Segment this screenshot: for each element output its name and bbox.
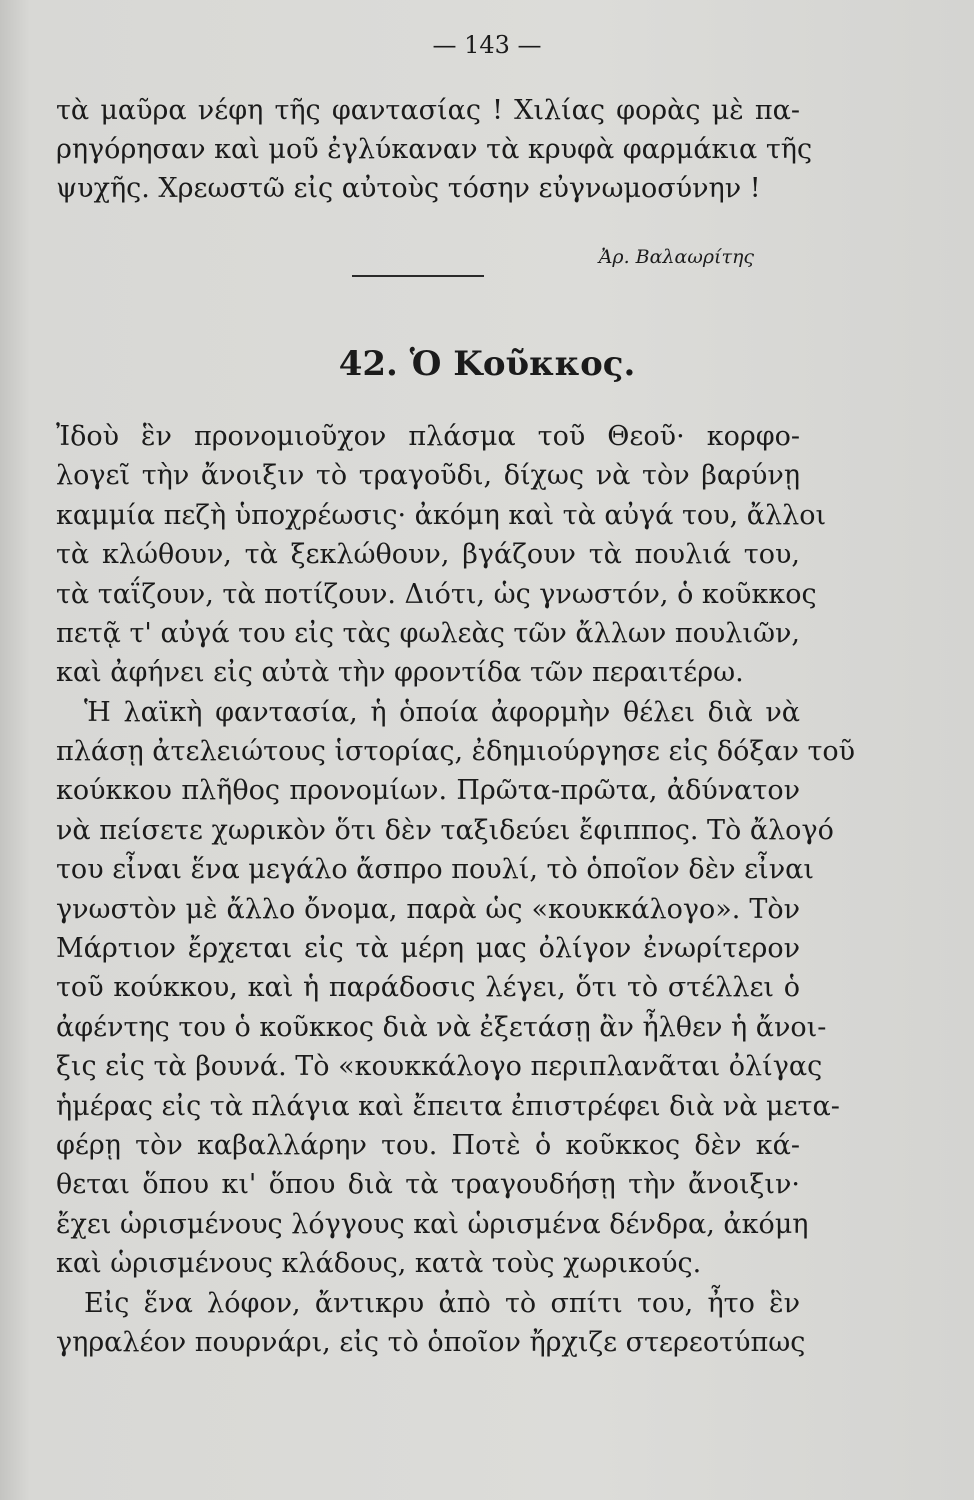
text-line: νὰ πείσετε χωρικὸν ὅτι δὲν ταξιδεύει ἔφιππος. Τὸ ἄλογό — [56, 815, 834, 846]
text-line: τοῦ κούκκου, καὶ ἡ παράδοσις λέγει, ὅτι τὸ στέλλει ὁ — [56, 972, 800, 1003]
text-line: ἔχει ὡρισμένους λόγγους καὶ ὡρισμένα δένδρα, ἀκόμη — [56, 1209, 809, 1240]
text-line: τὰ ταΐζουν, τὰ ποτίζουν. Διότι, ὡς γνωστόν, ὁ κοῦκκος — [56, 579, 817, 610]
text-line: θεται ὅπου κι' ὅπου διὰ τὰ τραγουδήσῃ τὴν ἄνοιξιν· — [56, 1169, 800, 1200]
text-line: ἡμέρας εἰς τὰ πλάγια καὶ ἔπειτα ἐπιστρέφει διὰ νὰ μετα- — [56, 1091, 840, 1122]
text-line: ρηγόρησαν καὶ μοῦ ἐγλύκαναν τὰ κρυφὰ φαρμάκια τῆς — [56, 134, 813, 165]
text-line: Ἡ λαϊκὴ φαντασία, ἡ ὁποία ἀφορμὴν θέλει διὰ νὰ — [84, 697, 800, 728]
chapter-heading — [0, 343, 974, 385]
poem-attribution: Ἀρ. Βαλαωρίτης — [598, 246, 754, 268]
text-line: γνωστὸν μὲ ἄλλο ὄνομα, παρὰ ὡς «κουκκάλογο». Τὸν — [56, 894, 800, 925]
text-line: τὰ κλώθουν, τὰ ξεκλώθουν, βγάζουν τὰ πουλιά του, — [56, 539, 800, 570]
text-line: Μάρτιον ἔρχεται εἰς τὰ μέρη μας ὀλίγον ἐνωρίτερον — [56, 933, 800, 964]
text-line: καμμία πεζὴ ὑποχρέωσις· ἀκόμη καὶ τὰ αὐγά του, ἄλλοι — [56, 500, 827, 531]
text-line: λογεῖ τὴν ἄνοιξιν τὸ τραγοῦδι, δίχως νὰ τὸν βαρύνῃ — [56, 460, 800, 491]
text-line: πλάσῃ ἀτελειώτους ἱστορίας, ἐδημιούργησε εἰς δόξαν τοῦ — [56, 736, 856, 767]
text-line: του εἶναι ἕνα μεγάλο ἄσπρο πουλί, τὸ ὁποῖον δὲν εἶναι — [56, 854, 814, 885]
page-number: — 143 — — [432, 31, 542, 59]
text-line: τὰ μαῦρα νέφη τῆς φαντασίας ! Χιλίας φορὰς μὲ πα- — [56, 95, 800, 126]
text-line: Ἰδοὺ ἓν προνομιοῦχον πλάσμα τοῦ Θεοῦ· κορφο- — [56, 421, 800, 452]
text-line: καὶ ἀφήνει εἰς αὐτὰ τὴν φροντίδα τῶν περαιτέρω. — [56, 657, 744, 688]
text-line: πετᾷ τ' αὐγά του εἰς τὰς φωλεὰς τῶν ἄλλων πουλιῶν, — [56, 618, 800, 649]
text-line: Εἰς ἕνα λόφον, ἄντικρυ ἀπὸ τὸ σπίτι του, ἦτο ἓν — [84, 1288, 800, 1319]
text-line: ψυχῆς. Χρεωστῶ εἰς αὐτοὺς τόσην εὐγνωμοσύνην ! — [56, 173, 761, 204]
text-line: ξις εἰς τὰ βουνά. Τὸ «κουκκάλογο περιπλανᾶται ὀλίγας — [56, 1051, 823, 1082]
chapter-title: 42. Ὁ Κοῦκκος. — [338, 344, 636, 384]
text-line: καὶ ὡρισμένους κλάδους, κατὰ τοὺς χωρικούς. — [56, 1248, 702, 1279]
text-line: γηραλέον πουρνάρι, εἰς τὸ ὁποῖον ἤρχιζε στερεοτύπως — [56, 1327, 806, 1358]
section-divider — [352, 275, 484, 277]
text-line: φέρῃ τὸν καβαλλάρην του. Ποτὲ ὁ κοῦκκος δὲν κά- — [56, 1130, 800, 1161]
text-line: ἀφέντης του ὁ κοῦκκος διὰ νὰ ἐξετάσῃ ἂν ἦλθεν ἡ ἄνοι- — [56, 1012, 827, 1043]
text-line: κούκκου πλῆθος προνομίων. Πρῶτα-πρῶτα, ἀδύνατον — [56, 775, 800, 806]
